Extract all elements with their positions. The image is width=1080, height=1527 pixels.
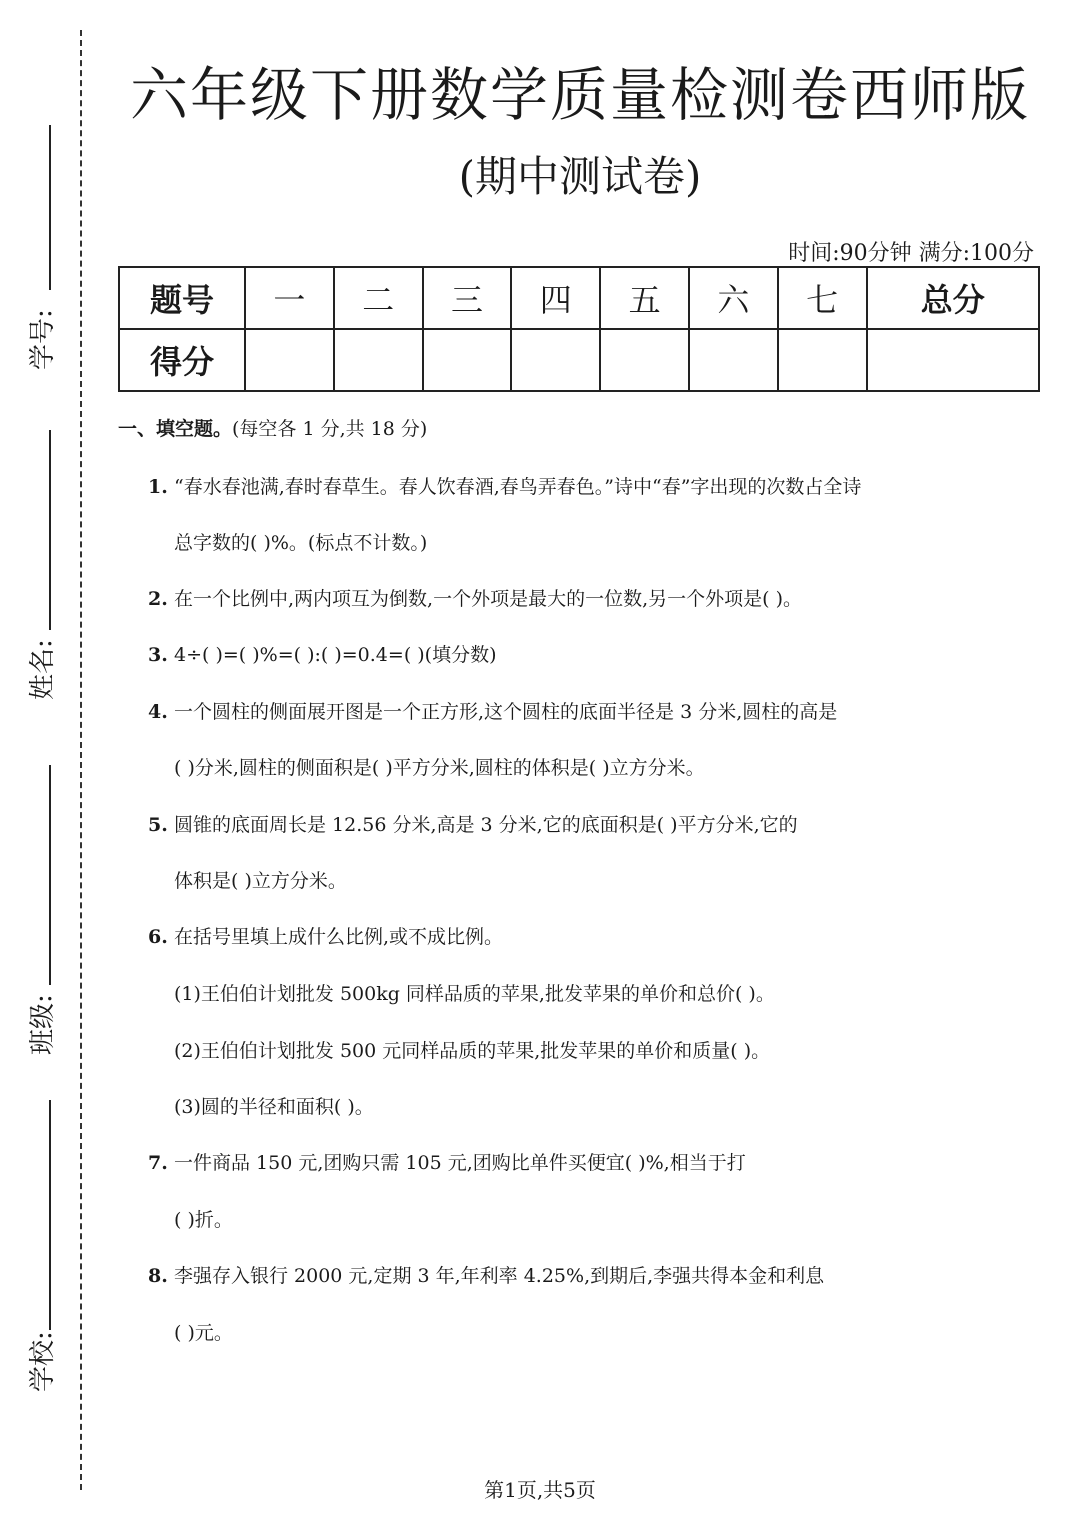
column-header: 六 (689, 267, 778, 329)
class-line (49, 765, 51, 985)
column-header: 七 (778, 267, 867, 329)
question-8-cont: ( )元。 (174, 1322, 233, 1344)
column-header: 五 (600, 267, 689, 329)
column-header: 三 (423, 267, 512, 329)
student-id-label: 学号: (28, 309, 58, 370)
question-text: 圆锥的底面周长是 12.56 分米,高是 3 分米,它的底面积是( )平方分米,它的 (174, 814, 798, 836)
question-2 (148, 584, 988, 611)
time-info: 时间:90分钟 满分:100分 (788, 241, 1034, 266)
question-3 (148, 640, 988, 667)
score-table (118, 266, 1040, 392)
question-6 (148, 922, 988, 949)
score-cell (689, 329, 778, 391)
column-header: 四 (511, 267, 600, 329)
question-4-cont: ( )分米,圆柱的侧面积是( )平方分米,圆柱的体积是( )立方分米。 (174, 757, 705, 779)
question-number: 7. (148, 1152, 168, 1174)
class-label: 班级: (28, 994, 58, 1055)
question-4 (148, 697, 988, 724)
section-note: (每空各 1 分,共 18 分) (232, 418, 428, 440)
score-cell (334, 329, 423, 391)
question-text: 一个圆柱的侧面展开图是一个正方形,这个圆柱的底面半径是 3 分米,圆柱的高是 (174, 701, 838, 723)
score-table-score-row (119, 329, 1039, 391)
question-5 (148, 810, 988, 837)
question-1 (148, 472, 988, 499)
name-label: 姓名: (28, 639, 58, 700)
name-line (49, 430, 51, 630)
question-5-cont: 体积是( )立方分米。 (174, 870, 347, 892)
question-number: 3. (148, 644, 168, 666)
section-title: 一、填空题。 (118, 418, 233, 440)
question-number: 2. (148, 588, 168, 610)
question-number: 1. (148, 476, 168, 498)
section-heading (118, 414, 427, 441)
question-7-cont: ( )折。 (174, 1209, 233, 1231)
question-7 (148, 1148, 988, 1175)
row-header-label: 题号 (119, 267, 245, 329)
question-text: 4÷( )=( )%=( ):( )=0.4=( )(填分数) (174, 644, 497, 666)
score-cell (778, 329, 867, 391)
score-cell (600, 329, 689, 391)
question-text: “春水春池满,春时春草生。春人饮春酒,春鸟弄春色。”诗中“春”字出现的次数占全诗 (174, 476, 862, 498)
question-number: 4. (148, 701, 168, 723)
column-header: 一 (245, 267, 334, 329)
column-header: 总分 (867, 267, 1039, 329)
page-subtitle: (期中测试卷) (458, 152, 702, 201)
binding-dashed-line (80, 30, 82, 1490)
question-number: 5. (148, 814, 168, 836)
score-cell (867, 329, 1039, 391)
score-cell (511, 329, 600, 391)
question-8 (148, 1261, 988, 1288)
question-text: 在括号里填上成什么比例,或不成比例。 (174, 926, 504, 948)
row-score-label: 得分 (119, 329, 245, 391)
school-label: 学校: (28, 1331, 58, 1392)
question-number: 8. (148, 1265, 168, 1287)
score-table-header-row (119, 267, 1039, 329)
column-header: 二 (334, 267, 423, 329)
school-line (49, 1100, 51, 1330)
score-cell (423, 329, 512, 391)
question-6-sub-3: (3)圆的半径和面积( )。 (174, 1096, 374, 1118)
question-1-cont: 总字数的( )%。(标点不计数。) (174, 532, 428, 554)
student-id-line (49, 125, 51, 290)
page-title: 六年级下册数学质量检测卷西师版 (129, 61, 1030, 129)
question-text: 李强存入银行 2000 元,定期 3 年,年利率 4.25%,到期后,李强共得本金和利息 (174, 1265, 825, 1287)
score-cell (245, 329, 334, 391)
question-text: 一件商品 150 元,团购只需 105 元,团购比单件买便宜( )%,相当于打 (174, 1152, 746, 1174)
question-6-sub-1: (1)王伯伯计划批发 500kg 同样品质的苹果,批发苹果的单价和总价( )。 (174, 983, 775, 1005)
question-6-sub-2: (2)王伯伯计划批发 500 元同样品质的苹果,批发苹果的单价和质量( )。 (174, 1040, 771, 1062)
page-footer: 第1页,共5页 (484, 1478, 596, 1502)
question-number: 6. (148, 926, 168, 948)
question-text: 在一个比例中,两内项互为倒数,一个外项是最大的一位数,另一个外项是( )。 (174, 588, 802, 610)
